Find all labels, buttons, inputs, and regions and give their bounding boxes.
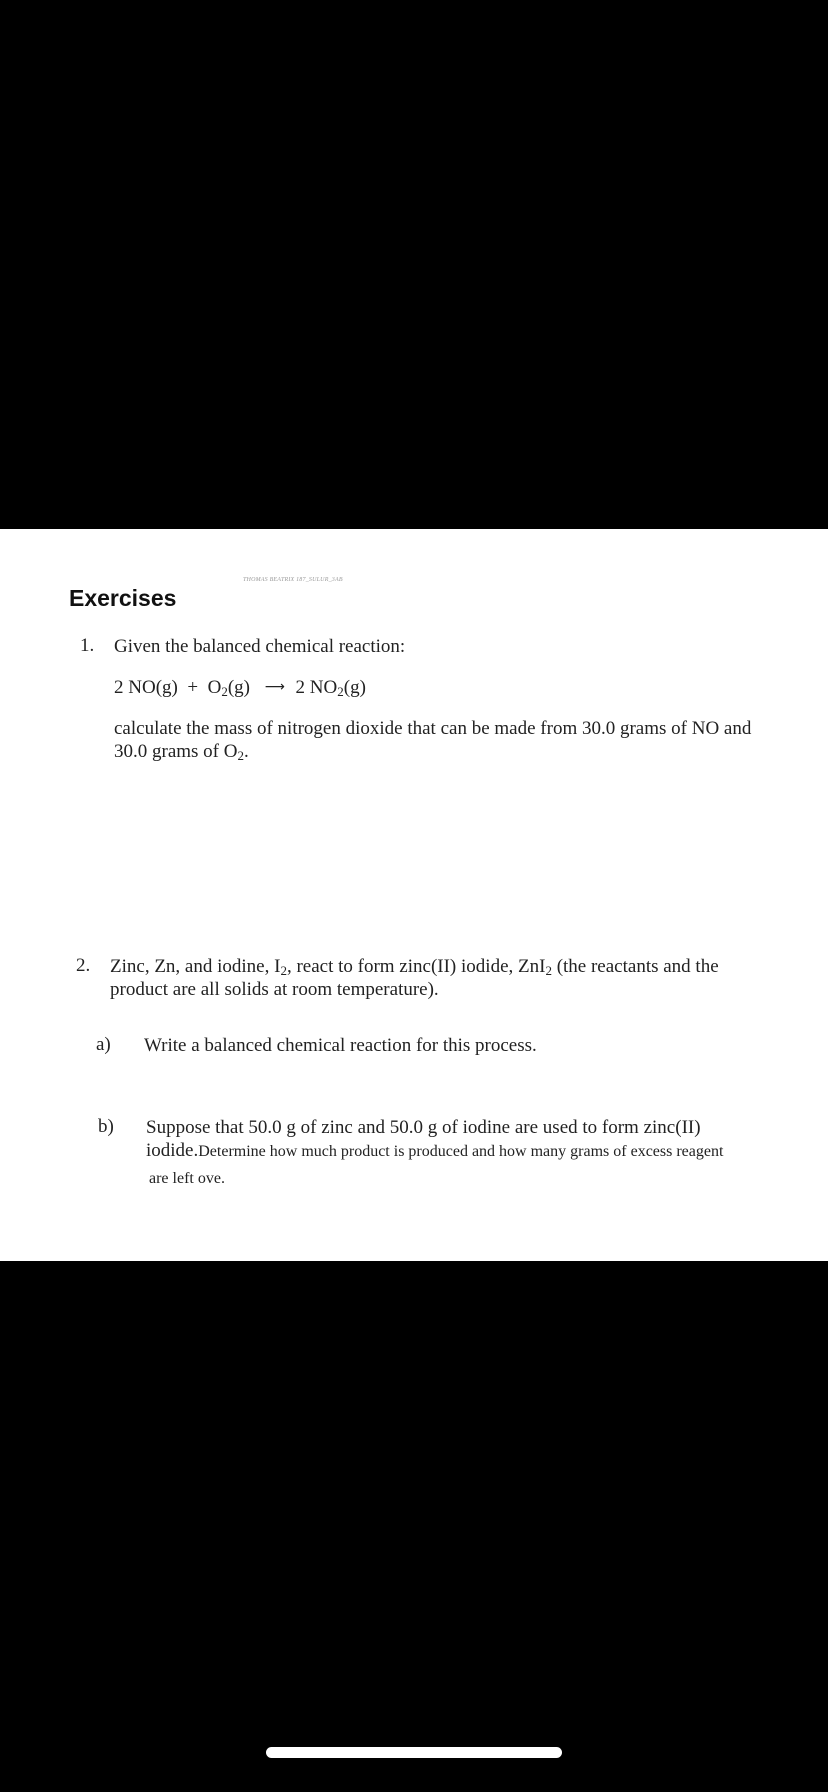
question-2-line-1-a: Zinc, Zn, and iodine, I <box>110 956 281 977</box>
part-b-body <box>146 1116 826 1190</box>
bottom-black-area <box>0 1261 828 1792</box>
balanced-equation <box>114 677 366 699</box>
question-1-line-2-end: . <box>243 741 249 762</box>
question-2-line-1-sub1: 2 <box>280 963 287 978</box>
eq-right-sub: 2 <box>337 684 344 699</box>
part-b-label: b) <box>98 1116 114 1137</box>
reaction-arrow-icon: ⟶ <box>264 679 285 695</box>
exercises-heading: Exercises <box>69 585 177 611</box>
question-2-line-1-c: (the reactants and the <box>551 956 719 977</box>
question-1-number: 1. <box>80 635 95 656</box>
eq-right-end: (g) <box>343 677 366 698</box>
eq-plus: + <box>187 677 199 698</box>
question-2-body <box>110 955 810 1001</box>
question-1-body <box>114 717 814 763</box>
eq-right: 2 NO <box>295 677 338 698</box>
part-b-line-3: are left ove. <box>149 1170 225 1187</box>
part-b-line-1: Suppose that 50.0 g of zinc and 50.0 g of iodine are used to form zinc(II) <box>146 1117 701 1138</box>
question-1-line-2 <box>114 740 814 763</box>
eq-left-2: O <box>207 677 222 698</box>
document-page <box>0 529 828 1261</box>
question-2-line-1 <box>110 955 810 978</box>
faint-page-header: THOMAS BEATRIX 187_SULUR_3AB <box>243 577 343 583</box>
part-b-line-2-large: iodide. <box>146 1140 199 1161</box>
top-black-area <box>0 0 828 529</box>
question-2-number: 2. <box>76 955 91 976</box>
question-1-line-2-sub: 2 <box>237 748 244 763</box>
eq-left-1: 2 NO(g) <box>114 677 178 698</box>
home-indicator-bar[interactable] <box>266 1747 562 1758</box>
question-1-line-2-start: 30.0 grams of O <box>114 741 238 762</box>
question-2-line-1-sub2: 2 <box>545 963 552 978</box>
part-a-label: a) <box>96 1034 111 1055</box>
part-b-line-2 <box>146 1139 826 1163</box>
question-1-intro: Given the balanced chemical reaction: <box>114 636 406 657</box>
question-2-line-1-b: , react to form zinc(II) iodide, ZnI <box>286 956 546 977</box>
part-b-line-2-small: Determine how much product is produced and how many grams of excess reagent <box>198 1143 724 1160</box>
question-1-line-1: calculate the mass of nitrogen dioxide that can be made from 30.0 grams of NO and <box>114 718 752 739</box>
eq-left-2-end: (g) <box>227 677 250 698</box>
eq-left-2-sub: 2 <box>221 684 228 699</box>
part-a-text: Write a balanced chemical reaction for this process. <box>144 1035 537 1056</box>
question-2-line-2: product are all solids at room temperature). <box>110 979 439 1000</box>
